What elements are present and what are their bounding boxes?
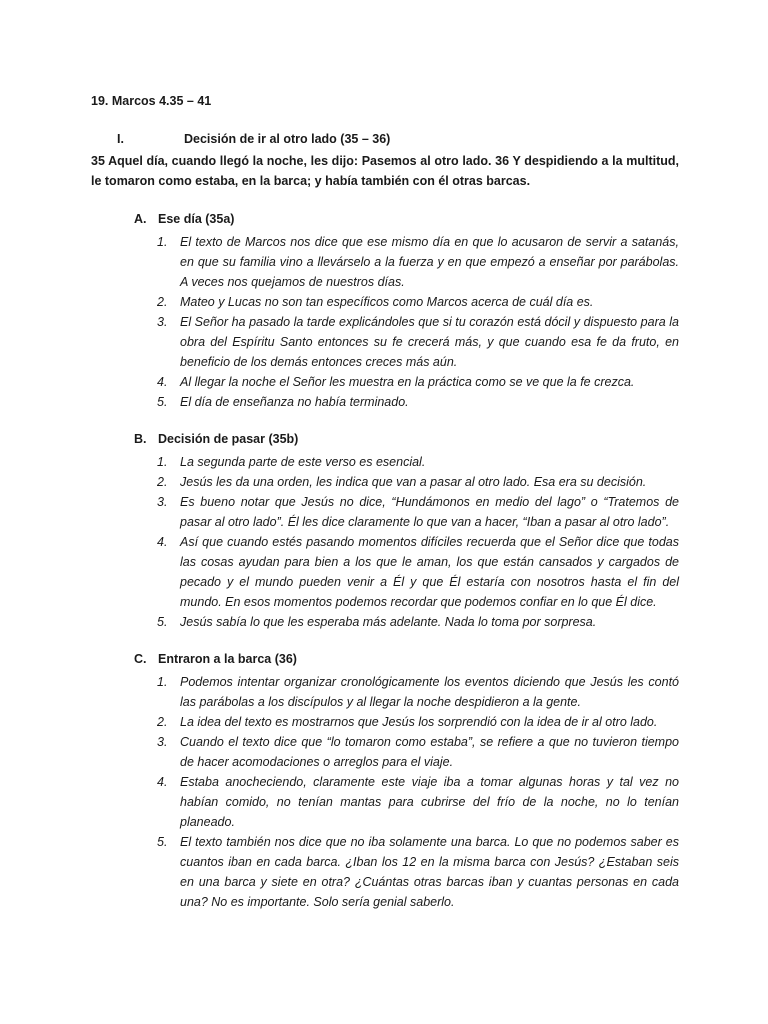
list-item [157,712,679,732]
item-text: Así que cuando estés pasando momentos difíciles recuerda que el Señor dice que todas las cosas ayudan para bien a los que le aman, los que están cansados y cargados de pecado y el mundo pueden venir a Él y que Él estaría con nosotros hasta el fin del mundo. En esos momentos podemos recordar que podemos confiar en lo que Él dice. [180,535,679,609]
subsection-heading-text: Entraron a la barca (36) [158,652,297,666]
item-text: El Señor ha pasado la tarde explicándoles que si tu corazón está dócil y dispuesto para la obra del Espíritu Santo entonces su fe crecerá más, y que cuando esa fe da fruto, en beneficio de los demás entonces creces más aún. [180,315,679,369]
list-item [157,672,679,712]
item-number: 1. [157,235,168,249]
item-number: 4. [157,375,168,389]
item-number: 2. [157,295,168,309]
subsection-letter: C. [134,652,147,666]
list-item [157,392,679,412]
list-item [157,472,679,492]
item-text: El texto de Marcos nos dice que ese mismo día en que lo acusaron de servir a satanás, en que su familia vino a llevárselo a la fuerza y en que empezó a enseñar por parábolas. A veces nos quejamos de nuestros días. [180,235,679,289]
item-text: Es bueno notar que Jesús no dice, “Hundámonos en medio del lago” o “Tratemos de pasar al otro lado”. Él les dice claramente lo que van a hacer, “Iban a pasar al otro lado”. [180,495,679,529]
list-item [157,732,679,772]
list-item [157,832,679,912]
list-item [157,772,679,832]
list-item [157,452,679,472]
item-text: La segunda parte de este verso es esencial. [180,455,426,469]
list-item [157,372,679,392]
item-text: Jesús les da una orden, les indica que van a pasar al otro lado. Esa era su decisión. [180,475,647,489]
item-text: Estaba anocheciendo, claramente este viaje iba a tomar algunas horas y tal vez no habían comido, no tenían mantas para cubrirse del frío de la noche, no lo tenían planeado. [180,775,679,829]
item-number: 4. [157,535,168,549]
subsection-heading-text: Ese día (35a) [158,212,235,226]
subsection-letter: A. [134,212,147,226]
document-title: 19. Marcos 4.35 – 41 [91,94,212,108]
item-number: 5. [157,835,168,849]
item-text: Mateo y Lucas no son tan específicos como Marcos acerca de cuál día es. [180,295,594,309]
item-text: La idea del texto es mostrarnos que Jesús los sorprendió con la idea de ir al otro lado. [180,715,658,729]
item-number: 1. [157,455,168,469]
list-item [157,532,679,612]
list-item [157,232,679,292]
item-number: 2. [157,715,168,729]
subsection-heading [134,212,234,226]
item-list [157,452,679,632]
scripture-passage: 35 Aquel día, cuando llegó la noche, les dijo: Pasemos al otro lado. 36 Y despidiendo a la multitud, le tomaron como estaba, en la barca; y había también con él otras barcas. [91,154,679,188]
list-item [157,292,679,312]
list-item [157,312,679,372]
item-number: 3. [157,495,168,509]
subsection-heading [134,652,297,666]
item-number: 3. [157,315,168,329]
item-text: Cuando el texto dice que “lo tomaron como estaba”, se refiere a que no tuvieron tiempo de hacer acomodaciones o arreglos para el viaje. [180,735,679,769]
list-item [157,492,679,532]
item-list [157,672,679,912]
item-text: Podemos intentar organizar cronológicamente los eventos diciendo que Jesús les contó las parábolas a los discípulos y al llegar la noche despidieron a la gente. [180,675,679,709]
item-text: Al llegar la noche el Señor les muestra en la práctica como se ve que la fe crezca. [180,375,635,389]
item-number: 5. [157,615,168,629]
subsection-heading-text: Decisión de pasar (35b) [158,432,299,446]
section-heading-text: Decisión de ir al otro lado (35 – 36) [184,132,391,146]
section-heading [91,132,390,146]
item-text: El día de enseñanza no había terminado. [180,395,409,409]
item-number: 4. [157,775,168,789]
item-number: 2. [157,475,168,489]
subsection-heading [134,432,298,446]
item-number: 3. [157,735,168,749]
subsection-letter: B. [134,432,147,446]
item-text: El texto también nos dice que no iba solamente una barca. Lo que no podemos saber es cuantos iban en cada barca. ¿Iban los 12 en la misma barca con Jesús? ¿Estaban seis en una barca y siete en otra? ¿Cuántas otras barcas iban y cuantas personas en cada una? No es importante. Solo sería genial saberlo. [180,835,679,909]
item-number: 5. [157,395,168,409]
item-number: 1. [157,675,168,689]
section-number: I. [117,132,124,146]
item-text: Jesús sabía lo que les esperaba más adelante. Nada lo toma por sorpresa. [180,615,597,629]
item-list [157,232,679,412]
list-item [157,612,679,632]
